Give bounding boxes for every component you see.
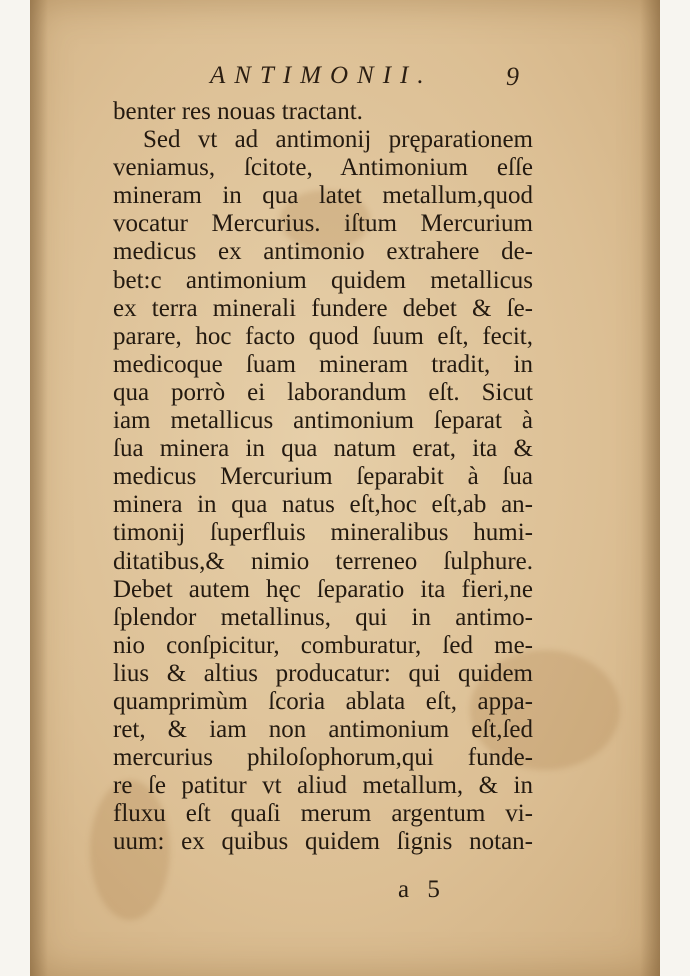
text-line: ſplendor metallinus, qui in antimo- bbox=[113, 603, 533, 631]
page-number: 9 bbox=[506, 62, 519, 91]
text-line: minera in qua natus eſt,hoc eſt,ab an- bbox=[113, 491, 533, 519]
text-line: mineram in qua latet metallum,quod bbox=[113, 182, 533, 210]
text-line: medicus Mercurium ſeparabit à ſua bbox=[113, 463, 533, 491]
text-line: Sed vt ad antimonij pręparationem bbox=[143, 126, 533, 154]
text-line: qua porrò ei laborandum eſt. Sicut bbox=[113, 378, 533, 406]
text-line: re ſe patitur vt aliud metallum, & in bbox=[113, 772, 533, 800]
text-line: timonij ſuperfluis mineralibus humi- bbox=[113, 519, 533, 547]
text-line: benter res nouas tractant. bbox=[113, 98, 363, 125]
signature-mark: a 5 bbox=[398, 876, 446, 903]
text-line: fluxu eſt quaſi merum argentum vi- bbox=[113, 800, 533, 828]
text-line: nio conſpicitur, comburatur, ſed me- bbox=[113, 631, 533, 659]
text-line: parare, hoc facto quod ſuum eſt, fecit, bbox=[113, 322, 533, 350]
text-line: mercurius philoſophorum,qui funde- bbox=[113, 744, 533, 772]
text-line: vocatur Mercurius. iſtum Mercurium bbox=[113, 210, 533, 238]
text-line: uum: ex quibus quidem ſignis notan- bbox=[113, 828, 533, 856]
text-line: ex terra minerali fundere debet & ſe- bbox=[113, 294, 533, 322]
text-line: bet:c antimonium quidem metallicus bbox=[113, 266, 533, 294]
text-line: iam metallicus antimonium ſeparat à bbox=[113, 407, 533, 435]
page-edge-shadow bbox=[640, 0, 660, 976]
body-text bbox=[113, 98, 533, 857]
text-line: medicoque ſuam mineram tradit, in bbox=[113, 350, 533, 378]
text-line: ſua minera in qua natum erat, ita & bbox=[113, 435, 533, 463]
text-line: ret, & iam non antimonium eſt,ſed bbox=[113, 716, 533, 744]
running-title: ANTIMONII. bbox=[210, 62, 433, 89]
page-gutter-shadow bbox=[30, 0, 48, 976]
page-header bbox=[0, 62, 690, 96]
text-line: Debet autem hęc ſeparatio ita fieri,ne bbox=[113, 575, 533, 603]
text-line: ditatibus,& nimio terreneo ſulphure. bbox=[113, 547, 533, 575]
text-line: medicus ex antimonio extrahere de- bbox=[113, 238, 533, 266]
text-line: lius & altius producatur: qui quidem bbox=[113, 659, 533, 687]
text-line: quamprimùm ſcoria ablata eſt, appa- bbox=[113, 687, 533, 715]
text-line: veniamus, ſcitote, Antimonium eſſe bbox=[113, 154, 533, 182]
